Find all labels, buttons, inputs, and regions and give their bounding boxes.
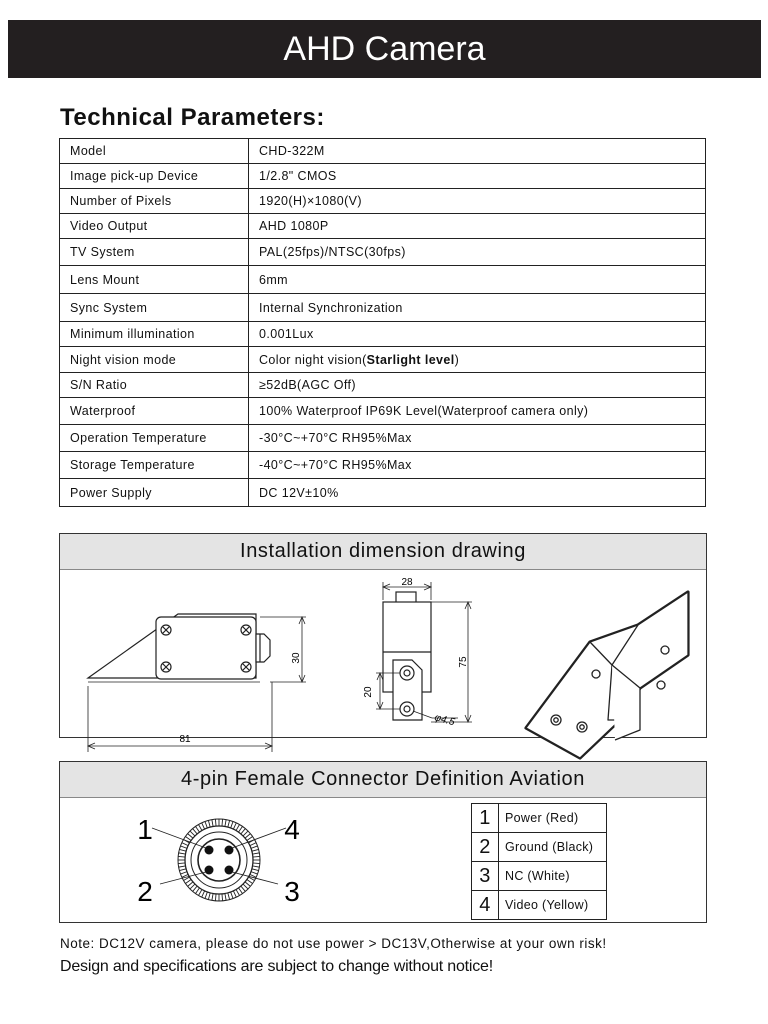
table-row [60,347,706,373]
pin-callout-3: 3 [284,876,300,907]
pin-number: 4 [472,891,499,920]
pin-4 [225,846,234,855]
table-row [60,214,706,239]
param-value: 1/2.8" CMOS [249,164,706,189]
page-header [8,20,761,78]
perspective-view [526,592,688,758]
front-view [383,592,431,720]
param-value: 0.001Lux [249,322,706,347]
connector-title: 4-pin Female Connector Definition Aviation [60,762,706,798]
dim-hole-dia-label: φ4.5 [433,712,456,729]
table-row [472,833,607,862]
pin-3 [225,866,234,875]
installation-drawing [60,570,706,745]
dim-depth-label: 75 [458,656,469,668]
param-label: Model [60,139,249,164]
pin-2 [205,866,214,875]
table-row [60,398,706,425]
param-label: TV System [60,239,249,266]
param-value: PAL(25fps)/NTSC(30fps) [249,239,706,266]
pin-number: 1 [472,804,499,833]
installation-panel [59,533,707,745]
param-label: S/N Ratio [60,373,249,398]
dim-hole-spacing-label: 20 [363,686,374,698]
param-value [249,347,706,373]
param-value: AHD 1080P [249,214,706,239]
param-value-text: Color night vision( [259,352,367,367]
table-row [472,862,607,891]
pin-1 [205,846,214,855]
parameters-table [59,138,706,507]
param-value: -30°C~+70°C RH95%Max [249,425,706,452]
table-row [60,373,706,398]
param-label: Image pick-up Device [60,164,249,189]
param-value-end: ) [454,352,460,367]
param-value: CHD-322M [249,139,706,164]
table-row [60,139,706,164]
table-row [472,891,607,920]
installation-title: Installation dimension drawing [60,534,706,570]
table-row [60,266,706,294]
param-label: Operation Temperature [60,425,249,452]
param-label: Video Output [60,214,249,239]
table-row [60,239,706,266]
param-label: Storage Temperature [60,452,249,479]
pin-table [471,803,607,920]
table-row [60,164,706,189]
table-row [60,479,706,507]
table-row [472,804,607,833]
pin-label: NC (White) [499,862,607,891]
param-label: Minimum illumination [60,322,249,347]
side-view [88,614,270,682]
pin-label: Ground (Black) [499,833,607,862]
param-value: 1920(H)×1080(V) [249,189,706,214]
param-value: DC 12V±10% [249,479,706,507]
param-value: ≥52dB(AGC Off) [249,373,706,398]
disclaimer-note: Design and specifications are subject to change without notice! [60,958,494,975]
dim-height-label: 30 [291,652,302,664]
param-value: 6mm [249,266,706,294]
param-value: Internal Synchronization [249,294,706,322]
pin-number: 2 [472,833,499,862]
param-label: Waterproof [60,398,249,425]
pin-callout-2: 2 [137,876,153,907]
section-title: Technical Parameters: [60,104,325,131]
param-label: Power Supply [60,479,249,507]
pin-callout-4: 4 [284,814,300,845]
table-row [60,189,706,214]
table-row [60,425,706,452]
param-value-emphasis: Starlight level [366,352,455,367]
pin-label: Video (Yellow) [499,891,607,920]
param-label: Sync System [60,294,249,322]
table-row [60,452,706,479]
param-label: Number of Pixels [60,189,249,214]
param-value: -40°C~+70°C RH95%Max [249,452,706,479]
connector-diagram [60,798,460,922]
pin-callout-1: 1 [137,814,153,845]
table-row [60,322,706,347]
param-label: Lens Mount [60,266,249,294]
table-row [60,294,706,322]
dim-width-label: 28 [401,577,413,588]
param-value: 100% Waterproof IP69K Level(Waterproof camera only) [249,398,706,425]
dim-length-label: 81 [179,734,191,745]
connector-panel [59,761,707,923]
page-title: AHD Camera [283,29,486,68]
param-label: Night vision mode [60,347,249,373]
pin-label: Power (Red) [499,804,607,833]
pin-number: 3 [472,862,499,891]
power-warning-note: Note: DC12V camera, please do not use power > DC13V,Otherwise at your own risk! [60,936,607,951]
